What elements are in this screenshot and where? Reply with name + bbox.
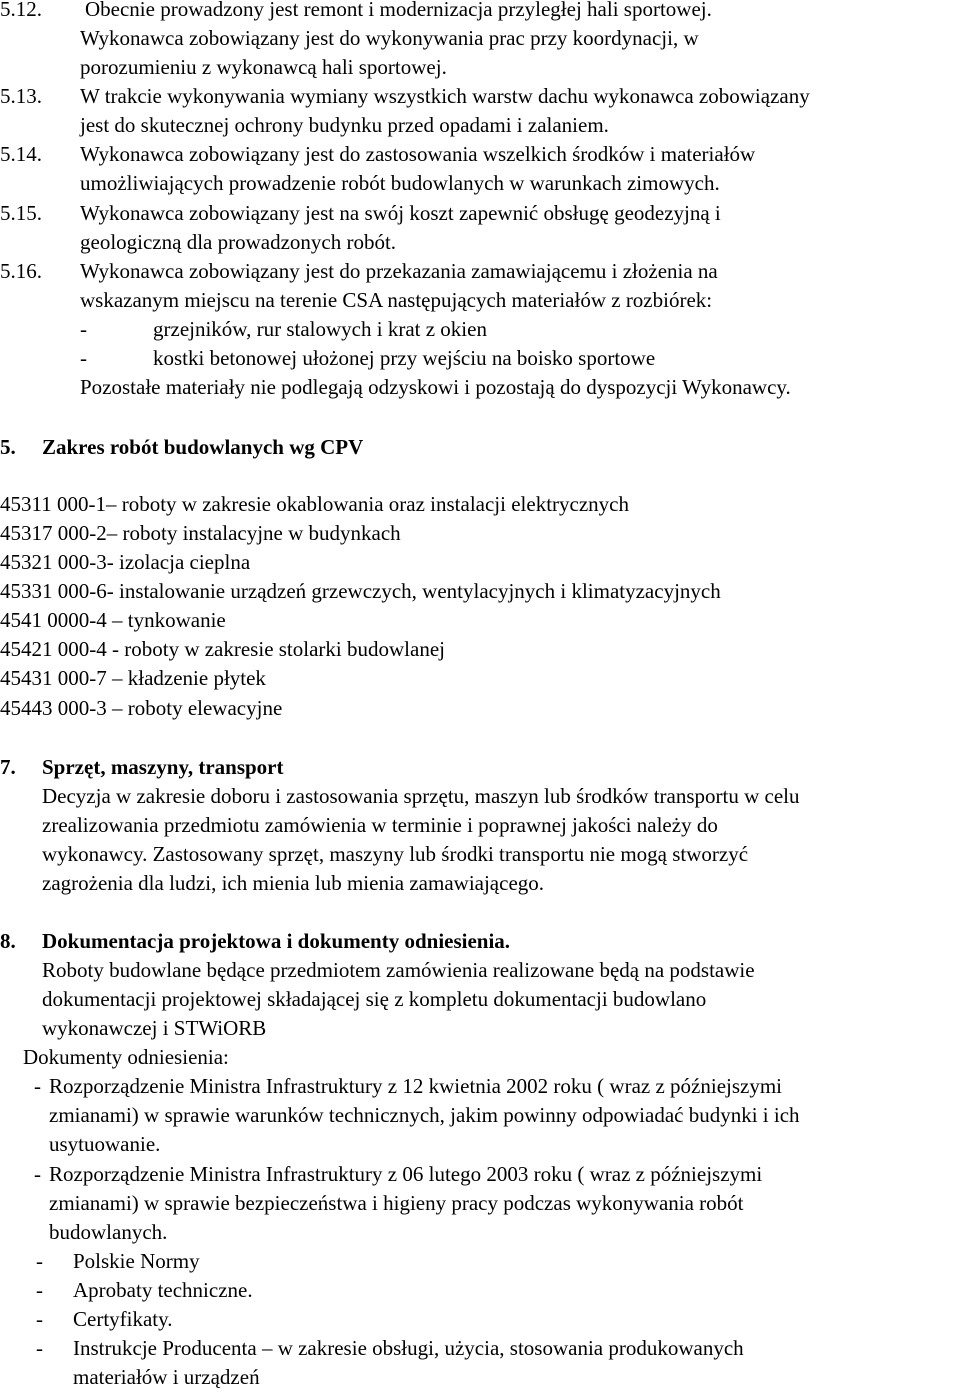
item-line: Wykonawca zobowiązany jest do zastosowania wszelkich środków i materiałów bbox=[80, 142, 756, 166]
section-line: zagrożenia dla ludzi, ich mienia lub mienia zamawiającego. bbox=[42, 871, 545, 895]
other-item: materiałów i urządzeń bbox=[73, 1365, 260, 1389]
section-number: 8. bbox=[0, 929, 16, 953]
item-line: W trakcie wykonywania wymiany wszystkich warstw dachu wykonawca zobowiązany bbox=[80, 84, 810, 108]
item-line: jest do skutecznej ochrony budynku przed opadami i zalaniem. bbox=[80, 113, 609, 137]
sub-item: grzejników, rur stalowych i krat z okien bbox=[153, 317, 487, 341]
item-line: Wykonawca zobowiązany jest do wykonywania prac przy koordynacji, w bbox=[80, 26, 699, 50]
cpv-code: 45443 000-3 – roboty elewacyjne bbox=[0, 696, 283, 720]
item-line: umożliwiających prowadzenie robót budowlanych w warunkach zimowych. bbox=[80, 171, 720, 195]
reg-dash: - bbox=[34, 1162, 41, 1186]
other-item: Instrukcje Producenta – w zakresie obsługi, użycia, stosowania produkowanych bbox=[73, 1336, 744, 1360]
item-line: Wykonawca zobowiązany jest do przekazania zamawiającemu i złożenia na bbox=[80, 259, 718, 283]
reg-line: usytuowanie. bbox=[49, 1132, 161, 1156]
item-number: 5.16. bbox=[0, 259, 42, 283]
cpv-code: 45317 000-2– roboty instalacyjne w budynkach bbox=[0, 521, 401, 545]
reg-line: Rozporządzenie Ministra Infrastruktury z 06 lutego 2003 roku ( wraz z późniejszymi bbox=[49, 1162, 763, 1186]
section-line: wykonawczej i STWiORB bbox=[42, 1016, 267, 1040]
item-number: 5.15. bbox=[0, 201, 42, 225]
cpv-code: 45421 000-4 - roboty w zakresie stolarki budowlanej bbox=[0, 637, 445, 661]
item-line: Wykonawca zobowiązany jest na swój koszt zapewnić obsługę geodezyjną i bbox=[80, 201, 721, 225]
reg-line: zmianami) w sprawie warunków technicznych, jakim powinny odpowiadać budynki i ich bbox=[49, 1103, 800, 1127]
other-item: Polskie Normy bbox=[73, 1249, 200, 1273]
cpv-code: 45431 000-7 – kładzenie płytek bbox=[0, 666, 266, 690]
section-line: wykonawcy. Zastosowany sprzęt, maszyny lub środki transportu nie mogą stworzyć bbox=[42, 842, 749, 866]
cpv-code: 45331 000-6- instalowanie urządzeń grzewczych, wentylacyjnych i klimatyzacyjnych bbox=[0, 579, 721, 603]
item-line: porozumieniu z wykonawcą hali sportowej. bbox=[80, 55, 447, 79]
docs-label: Dokumenty odniesienia: bbox=[23, 1045, 229, 1069]
item-line: wskazanym miejscu na terenie CSA następujących materiałów z rozbiórek: bbox=[80, 288, 713, 312]
section-title: Zakres robót budowlanych wg CPV bbox=[42, 435, 364, 459]
cpv-code: 4541 0000-4 – tynkowanie bbox=[0, 608, 226, 632]
sub-dash: - bbox=[80, 317, 87, 341]
section-line: zrealizowania przedmiotu zamówienia w terminie i poprawnej jakości należy do bbox=[42, 813, 718, 837]
closing-line: Pozostałe materiały nie podlegają odzyskowi i pozostają do dyspozycji Wykonawcy. bbox=[80, 375, 791, 399]
other-dash: - bbox=[36, 1278, 43, 1302]
other-item: Aprobaty techniczne. bbox=[73, 1278, 253, 1302]
sub-item: kostki betonowej ułożonej przy wejściu na boisko sportowe bbox=[153, 346, 656, 370]
cpv-code: 45311 000-1– roboty w zakresie okablowania oraz instalacji elektrycznych bbox=[0, 492, 629, 516]
section-number: 5. bbox=[0, 435, 16, 459]
cpv-code: 45321 000-3- izolacja cieplna bbox=[0, 550, 251, 574]
sub-dash: - bbox=[80, 346, 87, 370]
section-number: 7. bbox=[0, 755, 16, 779]
reg-dash: - bbox=[34, 1074, 41, 1098]
section-line: dokumentacji projektowej składającej się z kompletu dokumentacji budowlano bbox=[42, 987, 707, 1011]
other-dash: - bbox=[36, 1249, 43, 1273]
reg-line: Rozporządzenie Ministra Infrastruktury z 12 kwietnia 2002 roku ( wraz z późniejszymi bbox=[49, 1074, 783, 1098]
item-line: geologiczną dla prowadzonych robót. bbox=[80, 230, 397, 254]
item-number: 5.14. bbox=[0, 142, 42, 166]
other-dash: - bbox=[36, 1336, 43, 1360]
item-number: 5.13. bbox=[0, 84, 42, 108]
section-line: Decyzja w zakresie doboru i zastosowania sprzętu, maszyn lub środków transportu w celu bbox=[42, 784, 800, 808]
section-title: Dokumentacja projektowa i dokumenty odniesienia. bbox=[42, 929, 511, 953]
item-line: Obecnie prowadzony jest remont i modernizacja przyległej hali sportowej. bbox=[85, 0, 712, 21]
reg-line: zmianami) w sprawie bezpieczeństwa i higieny pracy podczas wykonywania robót bbox=[49, 1191, 744, 1215]
other-item: Certyfikaty. bbox=[73, 1307, 173, 1331]
section-line: Roboty budowlane będące przedmiotem zamówienia realizowane będą na podstawie bbox=[42, 958, 755, 982]
reg-line: budowlanych. bbox=[49, 1220, 168, 1244]
section-title: Sprzęt, maszyny, transport bbox=[42, 755, 284, 779]
other-dash: - bbox=[36, 1307, 43, 1331]
item-number: 5.12. bbox=[0, 0, 42, 21]
